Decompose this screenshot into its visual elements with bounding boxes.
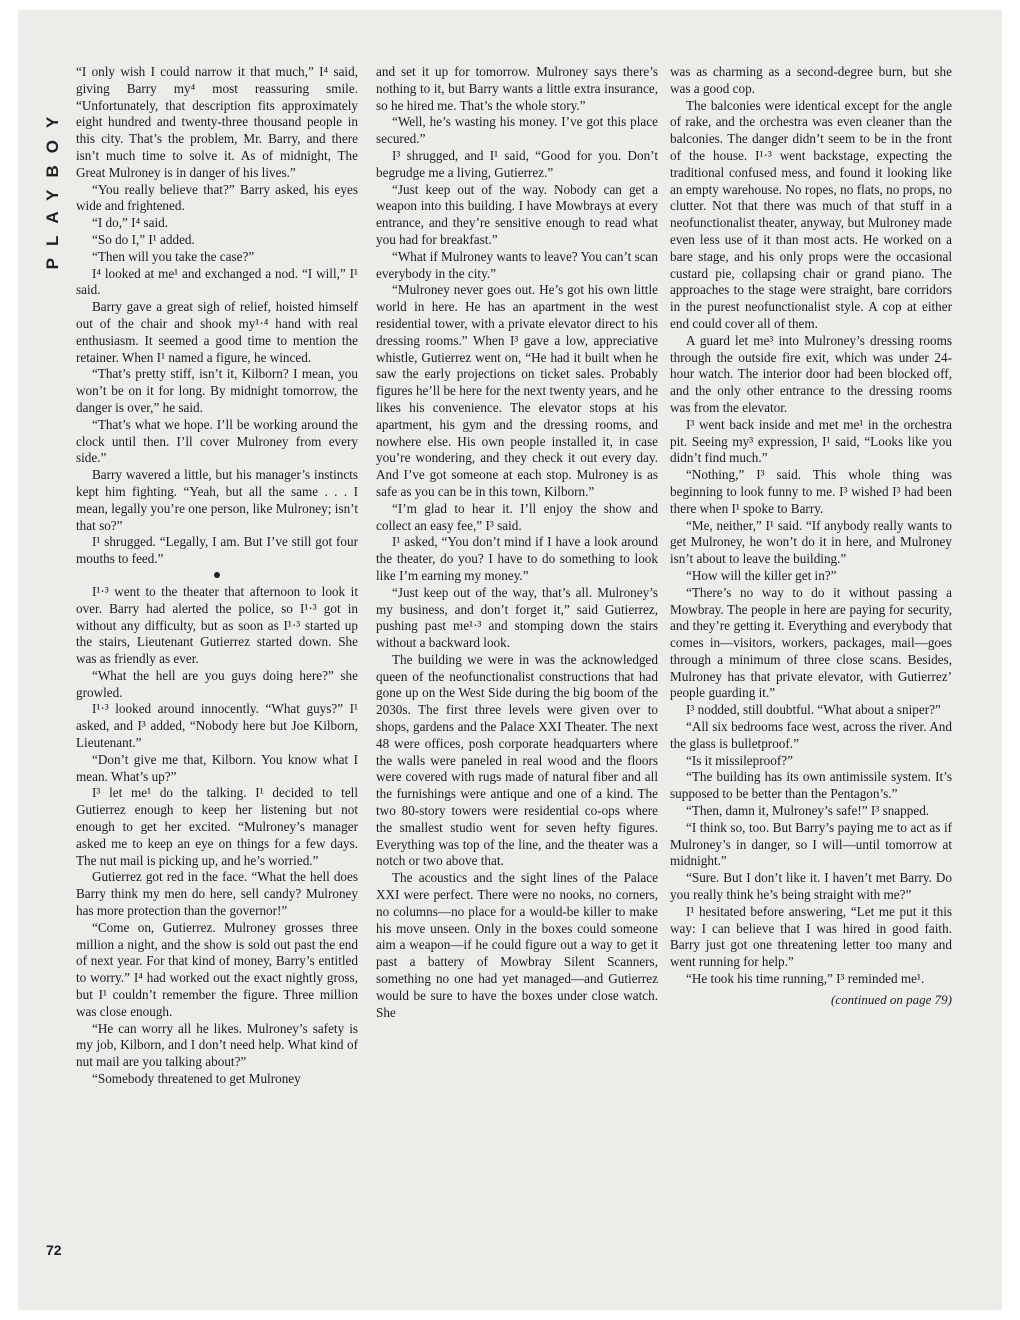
continued-note: (continued on page 79)	[831, 991, 952, 1007]
magazine-title-text: PLAYBOY	[43, 104, 62, 270]
paragraph: “Come on, Gutierrez. Mulroney grosses three million a night, and the show is sold out past the end of next year. For that kind of money, Barry’s entitled to worry.” I⁴ had worked out the exact nightly gross, but I¹ couldn’t remember the figure. Three million was close enough.	[76, 919, 358, 1019]
paragraph: Gutierrez got red in the face. “What the hell does Barry think my men do here, sell candy? Mulroney has more protection than the governor!”	[76, 869, 358, 919]
paragraph: “Somebody threatened to get Mulroney	[92, 1071, 301, 1087]
paragraph: “I do,” I⁴ said.	[92, 215, 169, 231]
paragraph: and set it up for tomorrow. Mulroney says there’s nothing to it, but Barry wants a little extra insurance, so he hired me. That’s the whole story.”	[376, 64, 658, 113]
paragraph: I¹ shrugged. “Legally, I am. But I’ve still got four mouths to feed.”	[76, 534, 358, 567]
magazine-page	[18, 10, 1002, 1310]
paragraph: “Me, neither,” I¹ said. “If anybody really wants to get Mulroney, he won’t do it in here, and Mulroney isn’t about to leave the building.”	[670, 517, 952, 567]
paragraph: “Nothing,” I³ said. This whole thing was beginning to look funny to me. I³ wished I³ had been there when I¹ spoke to Barry.	[670, 467, 952, 516]
paragraph: “You really believe that?” Barry asked, his eyes wide and frightened.	[76, 181, 358, 214]
paragraph: “I only wish I could narrow it that much,” I⁴ said, giving Barry my⁴ most reassuring smile. “Unfortunately, that description fits approximately eight hundred and twenty-three thousand people in this city. That’s the problem, Mr. Barry, and there isn’t much time to solve it. As of midnight, The Great Mulroney is in danger of his lives.”	[76, 64, 358, 180]
text-column-3	[670, 64, 952, 1009]
text-column-2	[376, 64, 658, 1021]
paragraph: “I’m glad to hear it. I’ll enjoy the show and collect an easy fee,” I³ said.	[376, 500, 658, 533]
paragraph: “What if Mulroney wants to leave? You can’t scan everybody in the city.”	[376, 248, 658, 281]
text-column-1	[76, 64, 358, 1088]
paragraph: “Then will you take the case?”	[92, 248, 255, 264]
paragraph: “He can worry all he likes. Mulroney’s safety is my job, Kilborn, and I don’t need help. What kind of nut mail are you talking about?”	[76, 1020, 358, 1070]
paragraph: I¹ asked, “You don’t mind if I have a look around the theater, do you? I have to do something to look like I’m earning my money.”	[376, 534, 658, 583]
paragraph: “What the hell are you guys doing here?” she growled.	[76, 667, 358, 700]
paragraph: I³ let me¹ do the talking. I¹ decided to tell Gutierrez enough to keep her listening but not enough to get her excited. “Mulroney’s manager asked me to keep an eye on things for a few days. The nut mail is picking up, and he’s worried.”	[76, 785, 358, 868]
paragraph: “I think so, too. But Barry’s paying me to act as if Mulroney’s in danger, so I will—until tomorrow at midnight.”	[670, 819, 952, 869]
paragraph: I⁴ looked at me¹ and exchanged a nod. “I will,” I¹ said.	[76, 265, 358, 298]
paragraph: I³ shrugged, and I¹ said, “Good for you. Don’t begrudge me a living, Gutierrez.”	[376, 147, 658, 180]
paragraph: “There’s no way to do it without passing a Mowbray. The people in here are paying for security, and they’re getting it. Everything and everybody that comes in—visitors, workers, packages, mail—goes through a minimum of three close scans. Besides, Mulroney has that private elevator, with Gutierrez’ people guarding it.”	[670, 584, 952, 701]
paragraph: The balconies were identical except for the angle of rake, and the orchestra was even cleaner than the balconies. The danger didn’t seem to be in the front of the house. I¹·³ went backstage, expecting the traditional confused mess, and found it looking like an empty warehouse. No ropes, no flats, no props, no clutter. Not that there was much of that stuff in a neofunctionalist theater, anyway, but Mulroney made even less use of it than most acts. He worked on a bare stage, and his only props were the occasional custard pie, collapsing chair or grand piano. The approaches to the stage were straight, bare corridors in the purest neofunctionalist style. A cop at either end could cover all of them.	[670, 97, 952, 331]
paragraph: I³ nodded, still doubtful. “What about a sniper?”	[686, 702, 941, 718]
paragraph: I¹·³ looked around innocently. “What guys?” I¹ asked, and I³ added, “Nobody here but Joe Kilborn, Lieutenant.”	[76, 701, 358, 751]
paragraph: “The building has its own antimissile system. It’s supposed to be better than the Pentagon’s.”	[670, 769, 952, 802]
paragraph: Barry wavered a little, but his manager’s instincts kept him fighting. “Yeah, but all the same . . . I mean, legally you’re one person, like Mulroney; isn’t that so?”	[76, 467, 358, 533]
paragraph: “All six bedrooms face west, across the river. And the glass is bulletproof.”	[670, 719, 952, 751]
paragraph: I¹·³ went to the theater that afternoon to look it over. Barry had alerted the police, so I¹·³ got in without any difficulty, but as soon as I¹·³ started up the stairs, Lieutenant Gutierrez started down. She was as friendly as ever.	[76, 583, 358, 667]
paragraph: “That’s what we hope. I’ll be working around the clock until then. I’ll cover Mulroney from every side.”	[76, 416, 358, 466]
paragraph: “Well, he’s wasting his money. I’ve got this place secured.”	[376, 114, 658, 147]
paragraph: “How will the killer get in?”	[686, 567, 837, 583]
paragraph: A guard let me³ into Mulroney’s dressing rooms through the outside fire exit, which was under 24-hour watch. The interior door had been blocked off, and the only other entrance to the dressing rooms was from the elevator.	[670, 332, 952, 415]
paragraph: “That’s pretty stiff, isn’t it, Kilborn? I mean, you won’t be on it for long. By midnight tomorrow, the danger is over,” he said.	[76, 366, 358, 415]
section-separator-dot	[214, 572, 220, 578]
paragraph: “Then, damn it, Mulroney’s safe!” I³ snapped.	[686, 803, 930, 819]
paragraph: “So do I,” I¹ added.	[92, 231, 195, 247]
paragraph: The acoustics and the sight lines of the Palace XXI were perfect. There were no nooks, no corners, no columns—no place for a would-be killer to make his move unseen. Only in the boxes could someone aim a weapon—if he could figure out a way to get it past a battery of Mowbray Silent Scanners, something no one had yet managed—and Gutierrez would be sure to have the boxes under close watch. She	[376, 870, 658, 1020]
paragraph: The building we were in was the acknowledged queen of the neofunctionalist constructions that had gone up on the West Side during the big boom of the 2030s. The first three levels were given over to shops, gardens and the Palace XXI Theater. The next 48 were offices, posh corporate headquarters where the walls were paneled in real wood and the floors were covered with rugs made of natural fiber and all the furnishings were antique and one of a kind. The two 80-story towers were residential co-ops where the smallest studio went for seven hefty figures. Everything was top of the line, and the theater was a notch or two above that.	[376, 651, 658, 869]
paragraph: “Sure. But I don’t like it. I haven’t met Barry. Do you really think he’s being straight with me?”	[670, 870, 952, 903]
paragraph: Barry gave a great sigh of relief, hoisted himself out of the chair and shook my¹·⁴ hand with real enthusiasm. It seemed a good time to mention the retainer. When I¹ named a figure, he winced.	[76, 299, 358, 365]
paragraph: “Don’t give me that, Kilborn. You know what I mean. What’s up?”	[76, 751, 358, 784]
paragraph: I³ went back inside and met me¹ in the orchestra pit. Seeing my³ expression, I¹ said, “Looks like you didn’t find much.”	[670, 416, 952, 466]
magazine-title	[40, 62, 66, 312]
paragraph: “Is it missileproof?”	[686, 752, 793, 768]
paragraph: I¹ hesitated before answering, “Let me put it this way: I can believe that I was hired in good faith. Barry just got one threatening letter too many and went running for help.”	[670, 903, 952, 970]
paragraph: was as charming as a second-degree burn, but she was a good cop.	[670, 64, 952, 96]
paragraph: “Just keep out of the way. Nobody can get a weapon into this building. I have Mowbrays at every entrance, and they’re sensitive enough to read what you had for breakfast.”	[376, 181, 658, 247]
paragraph: “Just keep out of the way, that’s all. Mulroney’s my business, and don’t forget it,” said Gutierrez, pushing past me¹·³ and stomping down the stairs without a backward look.	[376, 584, 658, 651]
page-number: 72	[46, 1242, 62, 1258]
paragraph: “He took his time running,” I³ reminded me¹.	[686, 971, 925, 987]
paragraph: “Mulroney never goes out. He’s got his own little world in here. He has an apartment in the west residential tower, with a private elevator direct to his dressing rooms.” When I³ gave a low, appreciative whistle, Gutierrez went on, “He had it built when he saw the early projections on ticket sales. Probably figures he’ll be here for the next twenty years, and he likes his convenience. The elevator stops at his apartment, his gym and the dressing rooms, and nowhere else. His own people installed it, in case you’re wondering, and they check it out every day. And I’ve got someone at each stop. Mulroney is as safe as you can be in this town, Kilborn.”	[376, 282, 658, 499]
